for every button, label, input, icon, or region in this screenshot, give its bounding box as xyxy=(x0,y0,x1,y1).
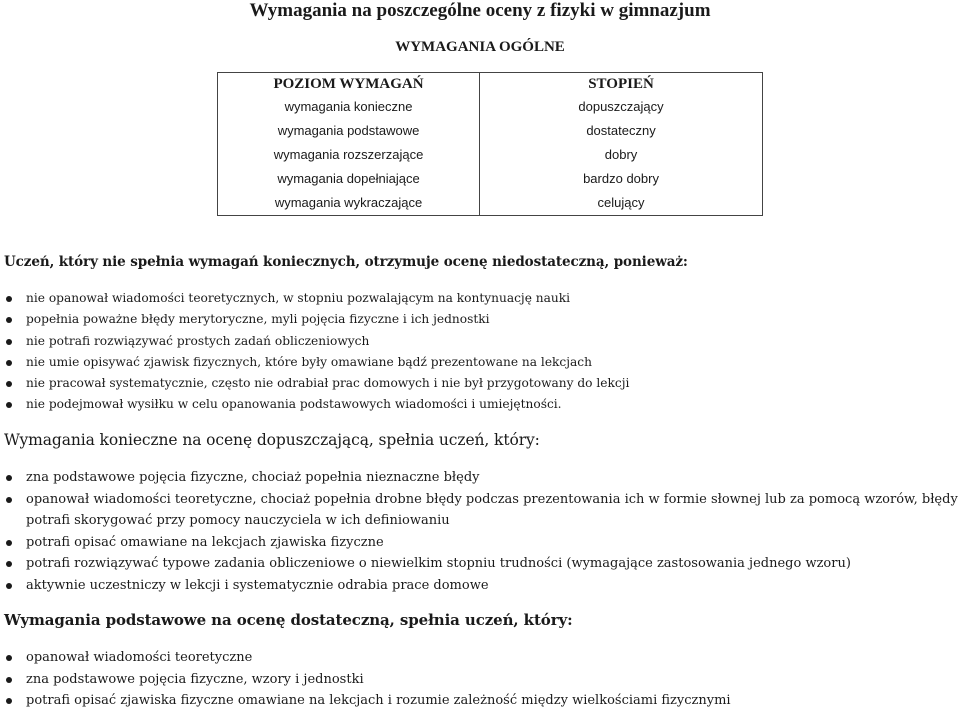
level-cell: wymagania dopełniające xyxy=(218,167,480,191)
sufficient-grade-list xyxy=(0,467,960,597)
level-cell: wymagania konieczne xyxy=(218,95,480,119)
grade-cell: bardzo dobry xyxy=(480,167,763,191)
document-title: Wymagania na poszczególne oceny z fizyki w gimnazjum xyxy=(249,0,711,21)
grade-cell: dobry xyxy=(480,143,763,167)
table-row xyxy=(218,95,763,119)
list-item: potrafi opisać omawiane na lekcjach zjawiska fizyczne xyxy=(0,532,960,554)
table-row xyxy=(218,119,763,143)
list-item: nie opanował wiadomości teoretycznych, w stopniu pozwalającym na kontynuację nauki xyxy=(0,288,960,309)
list-item-continuation: potrafi skorygować przy pomocy nauczyciela w ich definiowaniu xyxy=(26,513,450,529)
list-item: popełnia poważne błędy merytoryczne, myli pojęcia fizyczne i ich jednostki xyxy=(0,309,960,330)
grade-cell: dostateczny xyxy=(480,119,763,143)
table-row xyxy=(218,191,763,216)
level-cell: wymagania rozszerzające xyxy=(218,143,480,167)
list-item: opanował wiadomości teoretyczne, chociaż popełnia drobne błędy podczas prezentowania ich w formie słownej lub za pomocą wzorów, błędy xyxy=(0,489,960,511)
requirements-levels-table xyxy=(217,72,763,216)
list-item: zna podstawowe pojęcia fizyczne, chociaż popełnia nieznaczne błędy xyxy=(0,467,960,489)
grade-cell: dopuszczający xyxy=(480,95,763,119)
level-cell: wymagania wykraczające xyxy=(218,191,480,216)
header-grade: STOPIEŃ xyxy=(480,73,763,96)
list-item: nie podejmował wysiłku w celu opanowania podstawowych wiadomości i umiejętności. xyxy=(0,394,960,415)
satisfactory-grade-heading: Wymagania podstawowe na ocenę dostateczną, spełnia uczeń, który: xyxy=(4,611,573,629)
table-header-row xyxy=(218,73,763,96)
table-row xyxy=(218,143,763,167)
insufficient-grade-list xyxy=(0,288,960,416)
list-item: potrafi opisać zjawiska fizyczne omawiane na lekcjach i rozumie zależność między wielkościami fizycznymi xyxy=(0,690,960,712)
header-level: POZIOM WYMAGAŃ xyxy=(218,73,480,96)
list-item: zna podstawowe pojęcia fizyczne, wzory i jednostki xyxy=(0,669,960,691)
level-cell: wymagania podstawowe xyxy=(218,119,480,143)
sufficient-grade-heading: Wymagania konieczne na ocenę dopuszczającą, spełnia uczeń, który: xyxy=(4,431,540,449)
list-item: nie potrafi rozwiązywać prostych zadań obliczeniowych xyxy=(0,331,960,352)
satisfactory-grade-list xyxy=(0,647,960,712)
insufficient-grade-heading: Uczeń, który nie spełnia wymagań koniecznych, otrzymuje ocenę niedostateczną, ponieważ: xyxy=(4,254,688,270)
table-row xyxy=(218,167,763,191)
list-item: nie umie opisywać zjawisk fizycznych, które były omawiane bądź prezentowane na lekcjach xyxy=(0,352,960,373)
grade-cell: celujący xyxy=(480,191,763,216)
list-item: nie pracował systematycznie, często nie odrabiał prac domowych i nie był przygotowany do lekcji xyxy=(0,373,960,394)
list-item: aktywnie uczestniczy w lekcji i systematycznie odrabia prace domowe xyxy=(0,575,960,597)
list-item: opanował wiadomości teoretyczne xyxy=(0,647,960,669)
list-item: potrafi rozwiązywać typowe zadania obliczeniowe o niewielkim stopniu trudności (wymagające zastosowania jednego wzoru) xyxy=(0,553,960,575)
general-requirements-heading: WYMAGANIA OGÓLNE xyxy=(395,39,565,55)
